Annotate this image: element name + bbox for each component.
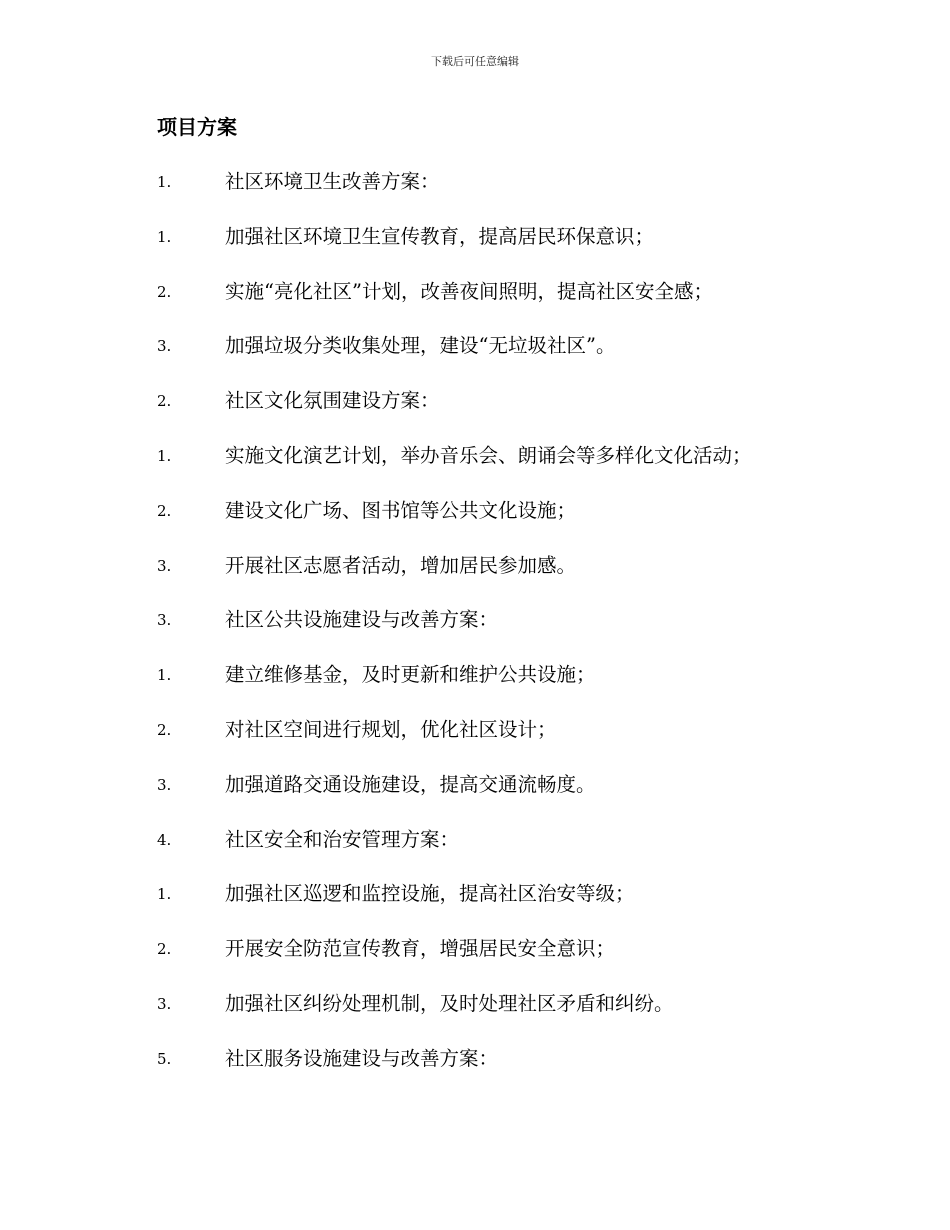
- list-item-text: 建设文化广场、图书馆等公共文化设施；: [225, 498, 577, 522]
- list-item: [157, 1045, 877, 1100]
- list-item-number: 2.: [157, 720, 172, 739]
- list-item-number: 1.: [157, 885, 172, 904]
- list-item-number: 1.: [157, 666, 172, 685]
- list-item: [157, 606, 877, 661]
- list-item-number: 5.: [157, 1049, 172, 1068]
- list-item: [157, 880, 877, 935]
- list-item: [157, 661, 877, 716]
- header-note: 下载后可任意编辑: [431, 55, 519, 68]
- list-item-text: 加强社区环境卫生宣传教育，提高居民环保意识；: [225, 224, 655, 248]
- list-item-text: 加强垃圾分类收集处理，建设“无垃圾社区”。: [225, 334, 616, 358]
- list-item-number: 3.: [157, 556, 172, 575]
- list-item-number: 1.: [157, 446, 172, 465]
- list-item: [157, 332, 877, 387]
- list-item-number: 2.: [157, 282, 172, 301]
- list-item-text: 实施文化演艺计划，举办音乐会、朗诵会等多样化文化活动；: [225, 443, 752, 467]
- list-item-number: 3.: [157, 994, 172, 1013]
- list-item: [157, 771, 877, 826]
- list-item-text: 开展安全防范宣传教育，增强居民安全意识；: [225, 937, 616, 961]
- list-item-number: 1.: [157, 173, 172, 191]
- list-item-text: 社区安全和治安管理方案：: [225, 827, 460, 851]
- list-item-text: 社区环境卫生改善方案：: [225, 170, 440, 193]
- list-item-text: 加强社区纠纷处理机制，及时处理社区矛盾和纠纷。: [225, 991, 674, 1015]
- list-item-text: 对社区空间进行规划，优化社区设计；: [225, 717, 557, 741]
- list-item-text: 建立维修基金，及时更新和维护公共设施；: [225, 663, 596, 687]
- document-title: 项目方案: [157, 115, 237, 139]
- list-item-text: 社区文化氛围建设方案：: [225, 389, 440, 413]
- list-item: [157, 168, 877, 223]
- list-item: [157, 442, 877, 497]
- list-item: [157, 935, 877, 990]
- list-item-number: 3.: [157, 611, 172, 630]
- list-item-text: 实施“亮化社区”计划，改善夜间照明，提高社区安全感；: [225, 279, 713, 303]
- list-item-text: 加强道路交通设施建设，提高交通流畅度。: [225, 772, 596, 796]
- plan-list: [157, 168, 877, 1100]
- list-item-number: 3.: [157, 775, 172, 794]
- list-item-number: 1.: [157, 227, 172, 246]
- list-item: [157, 387, 877, 442]
- list-item: [157, 497, 877, 552]
- list-item-number: 2.: [157, 940, 172, 959]
- list-item: [157, 716, 877, 771]
- list-item: [157, 552, 877, 607]
- list-item: [157, 223, 877, 278]
- list-item-text: 社区服务设施建设与改善方案：: [225, 1046, 499, 1070]
- list-item-text: 社区公共设施建设与改善方案：: [225, 608, 499, 632]
- list-item-text: 加强社区巡逻和监控设施，提高社区治安等级；: [225, 882, 635, 906]
- list-item: [157, 278, 877, 333]
- list-item-number: 2.: [157, 392, 172, 411]
- list-item-number: 3.: [157, 337, 172, 356]
- list-item-text: 开展社区志愿者活动，增加居民参加感。: [225, 553, 577, 577]
- list-item-number: 4.: [157, 830, 172, 849]
- list-item-number: 2.: [157, 501, 172, 520]
- list-item: [157, 826, 877, 881]
- list-item: [157, 990, 877, 1045]
